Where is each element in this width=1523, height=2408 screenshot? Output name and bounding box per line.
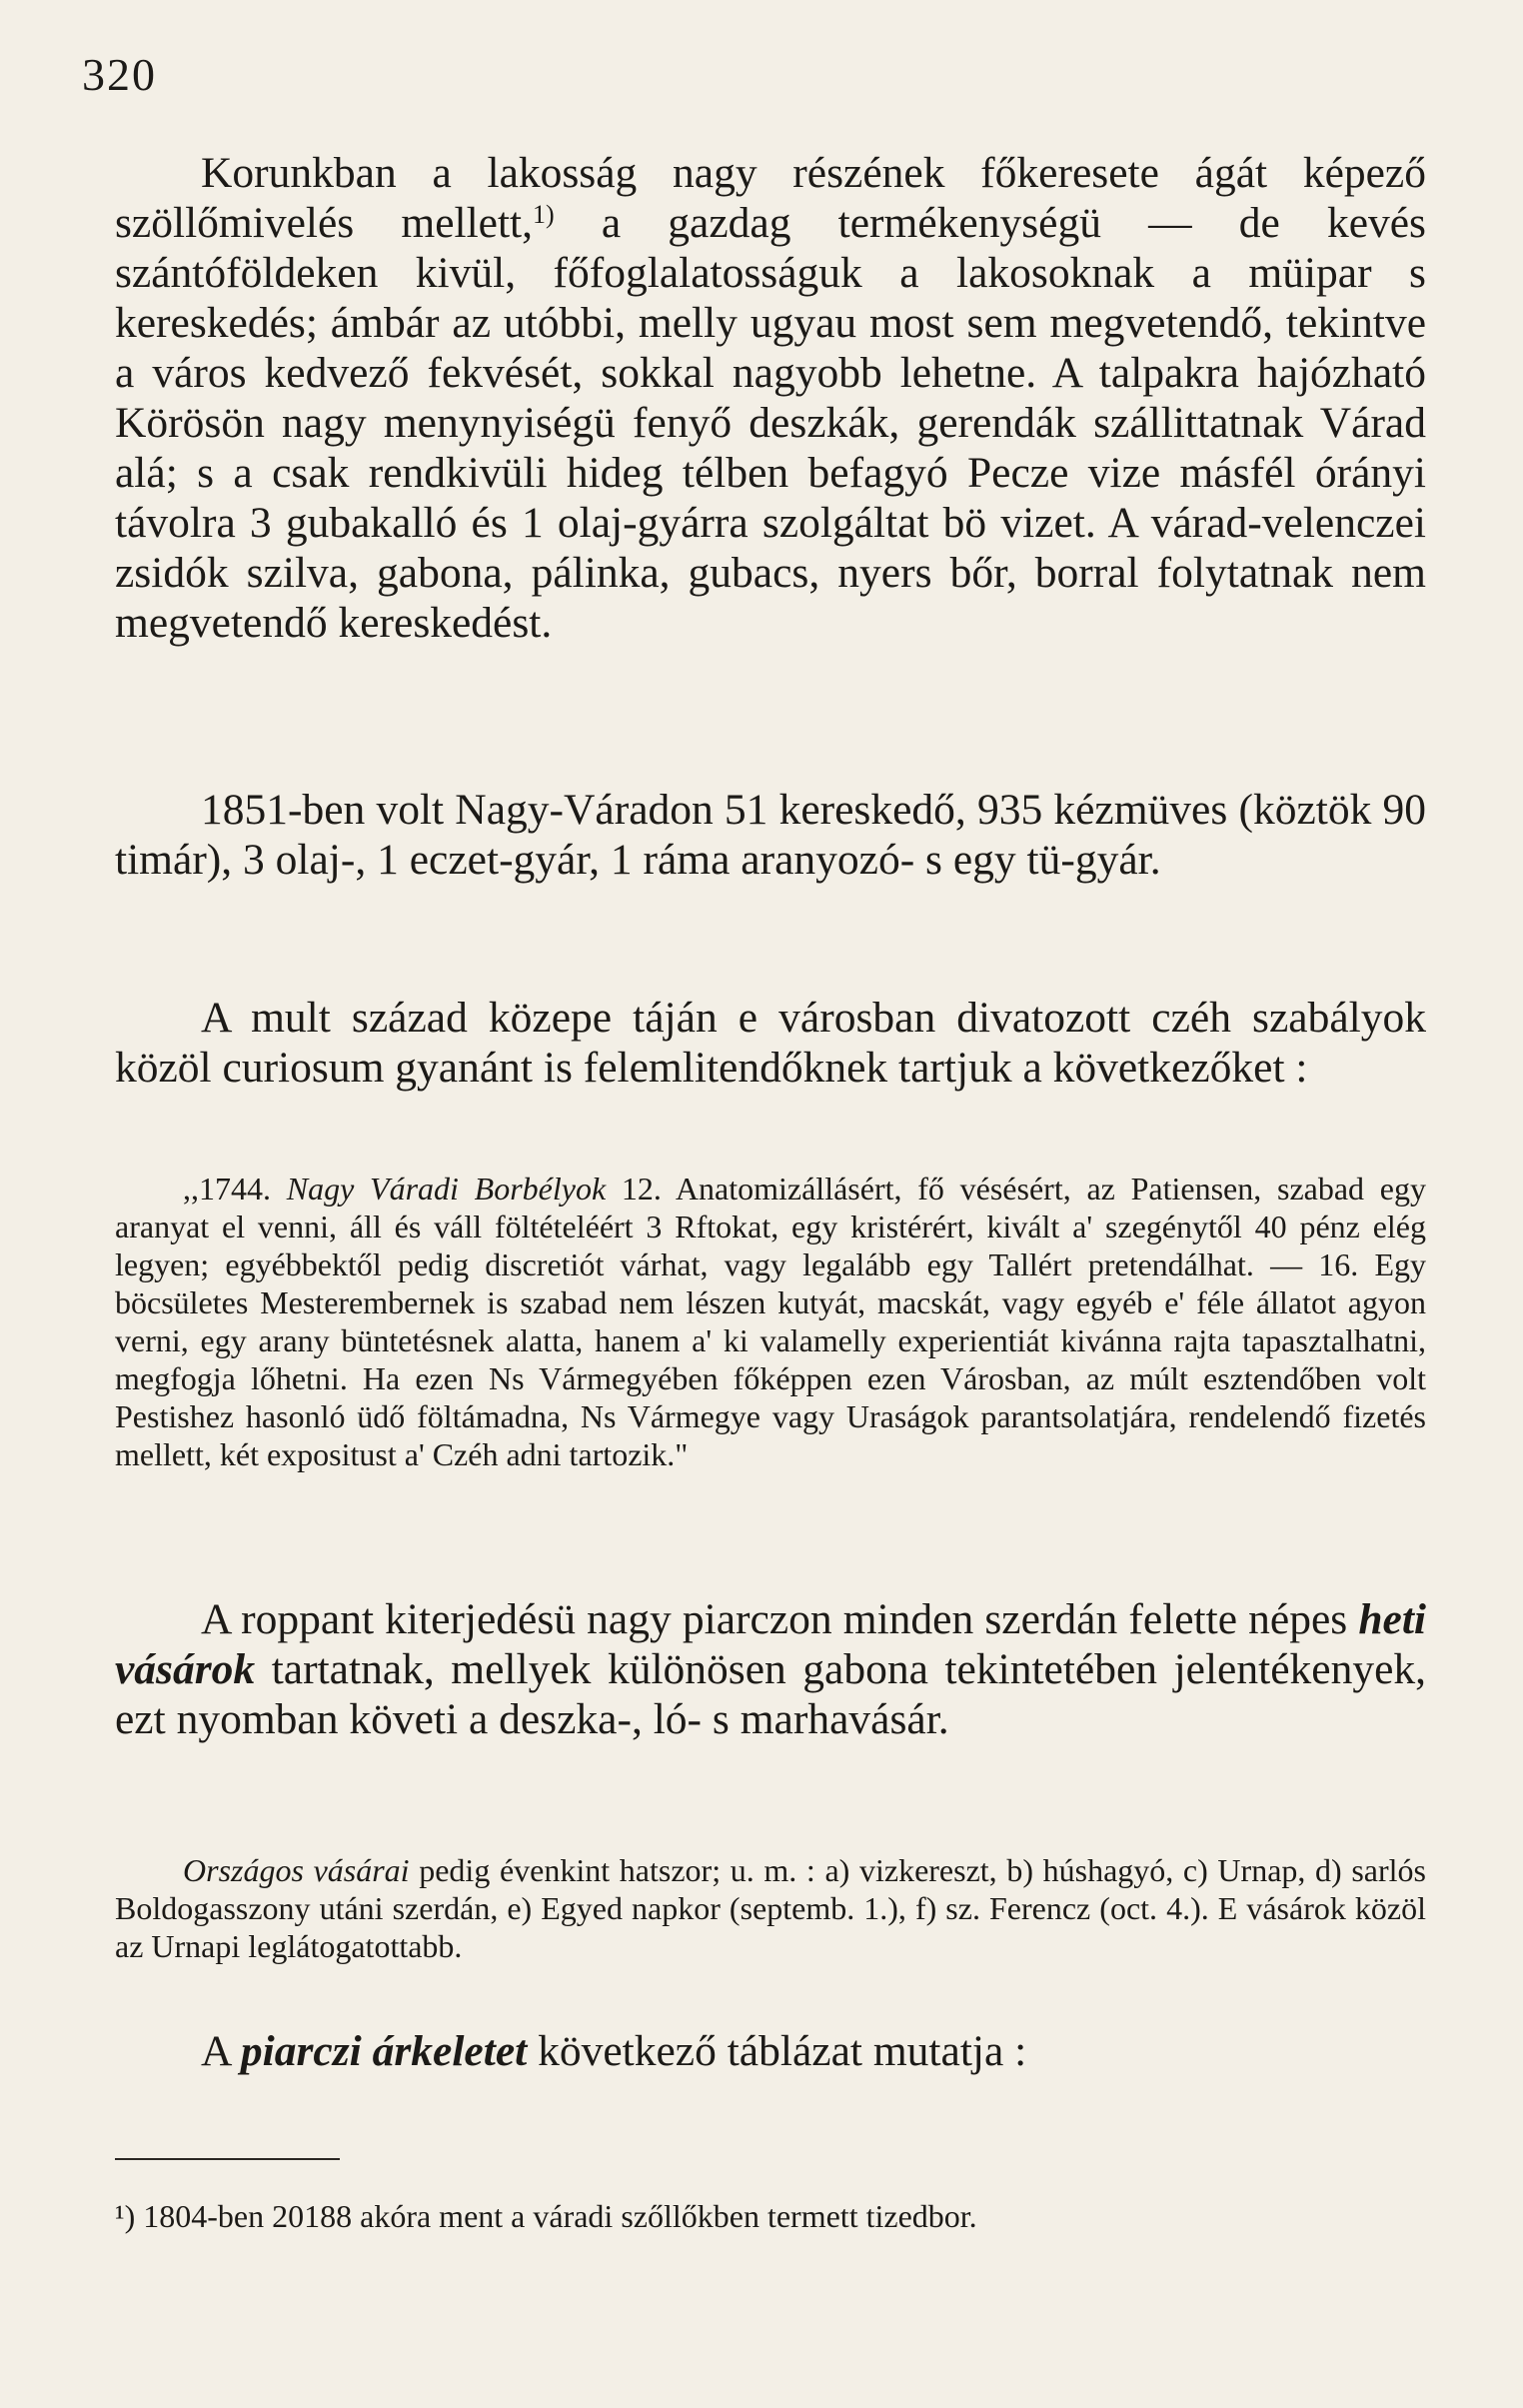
- paragraph-trade-text-rest: a gazdag termékenységü — de kevés szántóföldeken kivül, főfoglalatosságuk a lakosoknak a müipar s kereskedés; ámbár az utóbbi, melly ugyau most sem megvetendő, tekintve a város kedvező fekvését, sokkal nagyobb lehetne. A talpakra hajózható Körösön nagy menynyiségü fenyő deszkák, gerendák szállittatnak Várad alá; s a csak rendkivüli hideg télben befagyó Pecze vize másfél órányi távolra 3 gubakalló és 1 olaj-gyárra szolgáltat bö vizet. A várad-velenczei zsidók szilva, gabona, pálinka, gubacs, nyers bőr, borral folytatnak nem megvetendő kereskedést.: [115, 199, 1426, 647]
- paragraph-market-prices-intro: A piarczi árkeletet következő táblázat mutatja :: [201, 2027, 1027, 2075]
- paragraph-statistics-1851: 1851-ben volt Nagy-Váradon 51 kereskedő, 935 kézmüves (köztök 90 timár), 3 olaj-, 1 eczet-gyár, 1 ráma aranyozó- s egy tü-gyár.: [115, 786, 1426, 884]
- paragraph-weekly-markets: A roppant kiterjedésü nagy piarczon minden szerdán felette népes heti vásárok tartatnak, mellyek különösen gabona tekintetében jelentékenyek, ezt nyomban követi a deszka-, ló- s marhavásár.: [115, 1595, 1426, 1743]
- footnote-reference: 1): [533, 200, 555, 229]
- paragraph-trade: [115, 148, 1426, 648]
- quotation-text: 12. Anatomizállásért, fő vésésért, az Patiensen, szabad egy aranyat el venni, áll és váll föltételéért 3 Rftokat, egy kristérért, kivált a' szegénytől 40 pénz elég legyen; egyébbektől pedig discretiót várhat, vagy legalább egy Tallért pretendálhat. — 16. Egy böcsületes Mesterembernek is szabad nem lészen kutyát, macskát, vagy egyéb e' féle állatot agyon verni, egy arany büntetésnek alatta, hanem a' ki valamelly experientiát kivánna rajta tapasztalhatni, megfogja lőhetni. Ha ezen Ns Vármegyében főképpen ezen Városban, az múlt esztendőben volt Pestishez hasonló üdő föltámadna, Ns Vármegye vagy Uraságok parantsolatjára, rendelendő fizetés mellett, két expositust a' Czéh adni tartozik.": [115, 1171, 1427, 1472]
- paragraph-trade-text: Korunkban a lakosság nagy részének főkeresete ágát képező szöllőmivelés mellett,: [115, 149, 1426, 247]
- weekly-markets-term: heti vásárok: [115, 1595, 1426, 1693]
- footnote-divider: [115, 2158, 340, 2160]
- quotation-year: ,,1744.: [183, 1171, 287, 1206]
- footnote-marker: ¹): [115, 2198, 136, 2234]
- guild-rules-quotation: [115, 1170, 1426, 1473]
- market-prices-term: piarczi árkeletet: [240, 2027, 528, 2075]
- footnote-text: 1804-ben 20188 akóra ment a váradi szőllőkben termett tizedbor.: [135, 2198, 977, 2234]
- paragraph-guild-rules-intro: A mult század közepe táján e városban divatozott czéh szabályok közöl curiosum gyanánt is felemlitendőknek tartjuk a következőket :: [115, 994, 1426, 1092]
- national-fairs-term: Országos vásárai: [183, 1852, 410, 1888]
- page-number: 320: [82, 49, 157, 100]
- footnote: [115, 2197, 1426, 2235]
- paragraph-national-fairs: Országos vásárai pedig évenkint hatszor; u. m. : a) vizkereszt, b) húshagyó, c) Urnap, d) sarlós Boldogasszony utáni szerdán, e) Egyed napkor (septemb. 1.), f) sz. Ferencz (oct. 4.). E vásárok közöl az Urnapi leglátogatottabb.: [115, 1852, 1427, 1964]
- quotation-guild-name: Nagy Váradi Borbélyok: [286, 1171, 607, 1206]
